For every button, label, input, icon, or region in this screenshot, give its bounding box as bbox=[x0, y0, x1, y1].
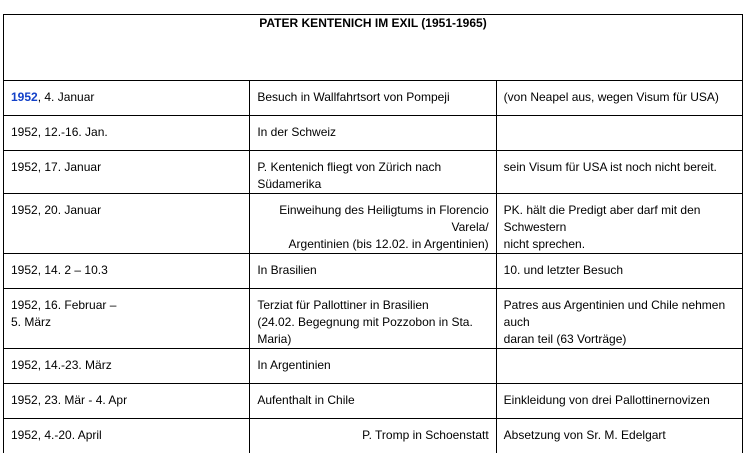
event-text: Besuch in Wallfahrtsort von Pompeji bbox=[257, 81, 488, 106]
date-cell bbox=[4, 116, 250, 151]
date-cell bbox=[4, 289, 250, 349]
table-row bbox=[4, 81, 743, 116]
table-row bbox=[4, 419, 743, 453]
date-text: 1952, 14.-23. März bbox=[11, 349, 242, 374]
date-cell bbox=[4, 81, 250, 116]
note-cell bbox=[496, 349, 742, 384]
date-text: 1952, 12.-16. Jan. bbox=[11, 116, 242, 141]
note-text: (von Neapel aus, wegen Visum für USA) bbox=[504, 81, 735, 106]
note-cell bbox=[496, 384, 742, 419]
date-text: 1952, 14. 2 – 10.3 bbox=[11, 254, 242, 279]
note-cell bbox=[496, 254, 742, 289]
event-text: P. Kentenich fliegt von Zürich nach Südamerika bbox=[257, 151, 488, 193]
date-text: 1952, 17. Januar bbox=[11, 151, 242, 176]
note-text: 10. und letzter Besuch bbox=[504, 254, 735, 279]
note-text-line-2: nicht sprechen. bbox=[504, 237, 585, 251]
event-cell bbox=[250, 289, 496, 349]
event-text: P. Tromp in Schoenstatt bbox=[257, 419, 488, 444]
note-cell bbox=[496, 419, 742, 453]
date-text: 1952, 4.-20. April bbox=[11, 419, 242, 444]
exile-chronology-table bbox=[3, 14, 743, 453]
date-text: 1952, 20. Januar bbox=[11, 194, 242, 219]
date-text: , 4. Januar bbox=[38, 90, 95, 104]
event-text: In Argentinien bbox=[257, 349, 488, 374]
year-link[interactable]: 1952 bbox=[11, 90, 38, 104]
table-row bbox=[4, 116, 743, 151]
note-text bbox=[504, 116, 735, 124]
date-text-line-2: 5. März bbox=[11, 315, 51, 329]
event-text: In Brasilien bbox=[257, 254, 488, 279]
event-text: Aufenthalt in Chile bbox=[257, 384, 488, 409]
table-row bbox=[4, 254, 743, 289]
note-text: sein Visum für USA ist noch nicht bereit. bbox=[504, 151, 735, 176]
event-text-line-2: Argentinien (bis 12.02. in Argentinien) bbox=[289, 237, 489, 251]
event-cell bbox=[250, 419, 496, 453]
date-cell bbox=[4, 384, 250, 419]
event-cell bbox=[250, 349, 496, 384]
event-text: In der Schweiz bbox=[257, 116, 488, 141]
event-text-line-1: Terziat für Pallottiner in Brasilien bbox=[257, 298, 428, 312]
event-cell bbox=[250, 384, 496, 419]
note-cell bbox=[496, 194, 742, 254]
table-title-row bbox=[4, 15, 743, 81]
event-cell bbox=[250, 116, 496, 151]
table-row bbox=[4, 194, 743, 254]
date-cell bbox=[4, 349, 250, 384]
note-cell bbox=[496, 151, 742, 194]
note-text-line-1: Patres aus Argentinien und Chile nehmen auch bbox=[504, 298, 725, 329]
table-title: PATER KENTENICH IM EXIL (1951-1965) bbox=[4, 15, 743, 81]
event-text-line-1: Einweihung des Heiligtums in Florencio Varela/ bbox=[279, 203, 488, 234]
note-cell bbox=[496, 289, 742, 349]
note-text: Einkleidung von drei Pallottinernovizen bbox=[504, 384, 735, 409]
event-cell bbox=[250, 254, 496, 289]
date-cell bbox=[4, 419, 250, 453]
table-row bbox=[4, 384, 743, 419]
table-row bbox=[4, 289, 743, 349]
note-cell bbox=[496, 81, 742, 116]
event-cell bbox=[250, 81, 496, 116]
event-cell bbox=[250, 194, 496, 254]
table-row bbox=[4, 151, 743, 194]
date-cell bbox=[4, 194, 250, 254]
event-text-line-2: (24.02. Begegnung mit Pozzobon in Sta. Maria) bbox=[257, 315, 472, 346]
note-text-line-1: PK. hält die Predigt aber darf mit den Schwestern bbox=[504, 203, 701, 234]
date-text: 1952, 23. Mär - 4. Apr bbox=[11, 384, 242, 409]
note-text bbox=[504, 349, 735, 357]
note-text-line-2: daran teil (63 Vorträge) bbox=[504, 332, 627, 346]
date-cell bbox=[4, 254, 250, 289]
date-cell bbox=[4, 151, 250, 194]
date-text-line-1: 1952, 16. Februar – bbox=[11, 298, 116, 312]
note-text: Absetzung von Sr. M. Edelgart bbox=[504, 419, 735, 444]
note-cell bbox=[496, 116, 742, 151]
table-row bbox=[4, 349, 743, 384]
event-cell bbox=[250, 151, 496, 194]
